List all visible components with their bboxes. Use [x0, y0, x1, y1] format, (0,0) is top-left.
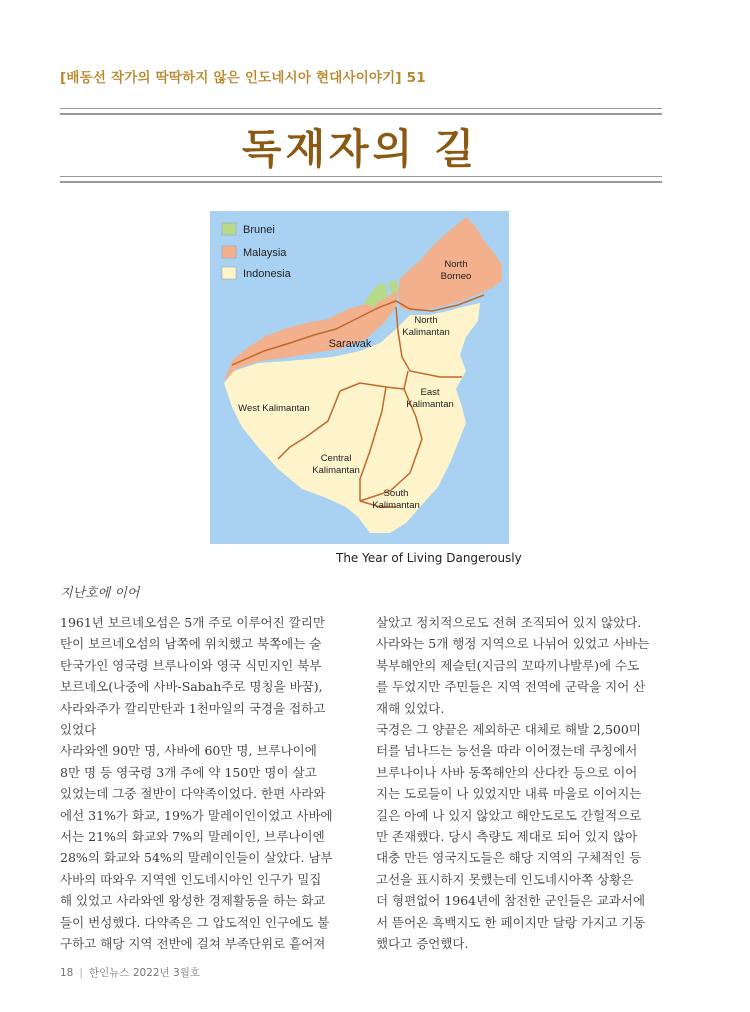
label-south-kalimantan-1: South — [383, 488, 409, 499]
body-line: 살았고 정치적으로도 전혀 조직되어 있지 않았다. — [376, 615, 642, 630]
body-line: 지는 도로들이 나 있었지만 내륙 마을로 이어지는 — [376, 786, 642, 802]
label-north-kalimantan-2: Kalimantan — [402, 327, 450, 338]
body-line: 서는 21%의 화교와 7%의 말레이인, 브루나이엔 — [60, 829, 325, 845]
label-central-kalimantan-2: Kalimantan — [312, 465, 360, 476]
body-line: 했다고 증언했다. — [376, 936, 469, 952]
legend-brunei: Brunei — [243, 224, 275, 236]
body-column-right — [376, 612, 662, 955]
top-divider — [60, 108, 662, 115]
body-line: 만 존재했다. 당시 측량도 제대로 되어 있지 않아 — [376, 829, 638, 845]
body-column-left — [60, 612, 346, 955]
body-line: 재해 있었다. — [376, 700, 445, 716]
body-line: 를 두었지만 주민들은 지역 전역에 군락을 지어 산 — [376, 679, 646, 695]
body-line: 터를 넘나드는 능선을 따라 이어졌는데 쿠칭에서 — [376, 743, 638, 759]
body-line: 국경은 그 양끝은 제외하곤 대체로 해발 2,500미 — [376, 722, 641, 738]
body-line: 브루나이나 사바 동쪽해안의 산다칸 등으로 이어 — [376, 764, 638, 780]
body-line: 고선을 표시하지 못했는데 인도네시아쪽 상황은 — [376, 871, 634, 887]
legend-swatch-indonesia — [222, 267, 236, 279]
series-title: [배동선 작가의 딱딱하지 않은 인도네시아 현대사이야기] 51 — [60, 70, 426, 86]
body-line: 사라와주가 깔리만탄과 1천마일의 국경을 접하고 — [60, 700, 326, 716]
body-line: 북부해안의 제슬턴(지금의 꼬따끼나발루)에 수도 — [376, 657, 640, 673]
label-west-kalimantan: West Kalimantan — [238, 403, 310, 414]
legend-malaysia: Malaysia — [243, 247, 287, 259]
body-line: 탄이 보르네오섬의 남쪽에 위치했고 북쪽에는 술 — [60, 636, 322, 652]
body-line: 들이 번성했다. 다약족은 그 압도적인 인구에도 불 — [60, 914, 330, 930]
body-line: 사라와는 5개 행정 지역으로 나뉘어 있었고 사바는 — [376, 636, 650, 652]
footer-separator: | — [79, 967, 83, 979]
body-line: 8만 명 등 영국령 3개 주에 약 150만 명이 살고 — [60, 764, 317, 780]
publication-name: 한인뉴스 2022년 3월호 — [88, 967, 200, 979]
continued-note: 지난호에 이어 — [60, 586, 140, 601]
borneo-map — [210, 211, 509, 544]
body-line: 대충 만든 영국지도들은 해당 지역의 구체적인 등 — [376, 850, 642, 866]
body-line: 길은 아예 나 있지 않았고 해안도로도 간헐적으로 — [376, 807, 642, 823]
legend-swatch-malaysia — [222, 246, 236, 258]
body-line: 보르네오(나중에 사바-Sabah주로 명칭을 바꿈), — [60, 679, 323, 695]
label-south-kalimantan-2: Kalimantan — [372, 500, 420, 511]
body-line: 28%의 화교와 54%의 말레이인들이 살았다. 남부 — [60, 850, 333, 866]
figure-caption: The Year of Living Dangerously — [336, 551, 522, 565]
label-north-borneo-2: Borneo — [440, 271, 472, 282]
legend-indonesia: Indonesia — [243, 268, 291, 280]
article-title: 독재자의 길 — [241, 125, 479, 173]
label-central-kalimantan-1: Central — [320, 453, 352, 464]
body-line: 있었다 — [60, 722, 97, 738]
label-north-borneo-1: North — [444, 259, 468, 270]
body-line: 있었는데 그중 절반이 다약족이었다. 한편 사라와 — [60, 786, 326, 802]
body-line: 사바의 따와우 지역엔 인도네시아인 인구가 밀집 — [60, 871, 322, 887]
label-sarawak: Sarawak — [328, 338, 372, 350]
legend-swatch-brunei — [222, 223, 236, 235]
bottom-divider — [60, 176, 662, 183]
label-north-kalimantan-1: North — [414, 315, 438, 326]
body-line: 사라와엔 90만 명, 사바에 60만 명, 브루나이에 — [60, 743, 317, 759]
body-line: 구하고 해당 지역 전반에 걸쳐 부족단위로 흩어져 — [60, 936, 326, 952]
body-line: 더 형편없어 1964년에 참전한 군인들은 교과서에 — [376, 893, 646, 909]
body-line: 해 있었고 사라와엔 왕성한 경제활동을 하는 화교 — [60, 893, 326, 909]
label-east-kalimantan-2: Kalimantan — [406, 399, 454, 410]
label-east-kalimantan-1: East — [420, 387, 440, 398]
body-line: 탄국가인 영국령 브루나이와 영국 식민지인 북부 — [60, 657, 322, 673]
body-line: 서 뜯어온 흑백지도 한 페이지만 달랑 가지고 기동 — [376, 914, 646, 930]
page-footer — [60, 965, 200, 980]
body-line: 에선 31%가 화교, 19%가 말레이인이었고 사바에 — [60, 807, 333, 823]
body-line: 1961년 보르네오섬은 5개 주로 이루어진 깔리만 — [60, 615, 325, 630]
page-number: 18 — [60, 967, 74, 979]
